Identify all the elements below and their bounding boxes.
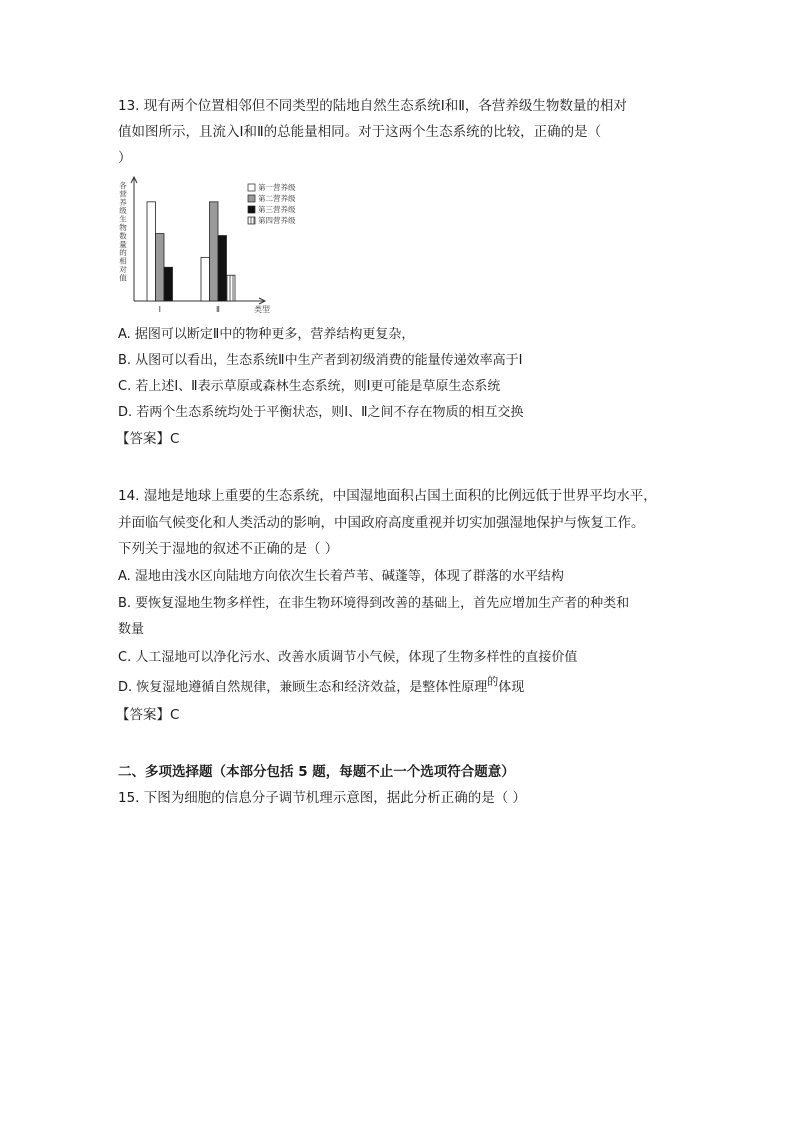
bar-1-series-1 (147, 202, 156, 301)
q13-text-line-1: 13. 现有两个位置相邻但不同类型的陆地自然生态系统Ⅰ和Ⅱ，各营养级生物数量的相对 (118, 98, 627, 114)
q13-answer: 【答案】C (116, 431, 180, 447)
q13-option-b: B. 从图可以看出，生态系统Ⅱ中生产者到初级消费的能量传递效率高于Ⅰ (118, 353, 523, 368)
q14-option-c: C. 人工湿地可以净化污水、改善水质调节小气候，体现了生物多样性的直接价值 (118, 650, 578, 665)
q13-option-d: D. 若两个生态系统均处于平衡状态，则Ⅰ、Ⅱ之间不存在物质的相互交换 (118, 405, 524, 420)
q13-option-c: C. 若上述Ⅰ、Ⅱ表示草原或森林生态系统，则Ⅰ更可能是草原生态系统 (118, 379, 501, 394)
legend-label-2: 第二营养级 (258, 194, 296, 203)
x-axis-label: 类型 (254, 305, 270, 314)
q13-text-line-3: ） (118, 150, 132, 166)
q14-answer: 【答案】C (116, 707, 180, 723)
legend-swatch-4 (248, 217, 255, 224)
legend-label-4: 第四营养级 (258, 216, 296, 225)
y-axis-label: 各营养级生物数量的相对值 (119, 181, 127, 283)
q14-text-line-2: 并面临气候变化和人类活动的影响，中国政府高度重视并切实加强湿地保护与恢复工作。 (118, 515, 645, 531)
bar-1-series-2 (156, 234, 165, 301)
legend-swatch-1 (248, 184, 255, 191)
x-tick-label-1: Ⅰ (158, 305, 161, 314)
q14-text-line-1: 14. 湿地是地球上重要的生态系统，中国湿地面积占国土面积的比例远低于世界平均水平， (118, 488, 657, 504)
q13-text-line-2: 值如图所示，且流入Ⅰ和Ⅱ的总能量相同。对于这两个生态系统的比较，正确的是（ (118, 124, 602, 140)
x-tick-label-2: Ⅱ (216, 305, 220, 314)
legend-swatch-3 (248, 206, 255, 213)
q14-option-d-main: D. 恢复湿地遵循自然规律，兼顾生态和经济效益，是整体性原理 (118, 680, 488, 695)
chart-axes (119, 177, 270, 314)
q14-option-d-sup: 的 (487, 675, 499, 688)
bar-1-series-3 (164, 267, 173, 301)
legend-label-1: 第一营养级 (258, 183, 296, 192)
q14-option-a: A. 湿地由浅水区向陆地方向依次生长着芦苇、碱蓬等，体现了群落的水平结构 (118, 569, 564, 584)
bar-2-series-3 (218, 236, 227, 301)
section-2-heading: 二、多项选择题（本部分包括 5 题，每题不止一个选项符合题意） (118, 764, 515, 780)
q14-option-d (118, 675, 525, 698)
q14-text-line-3: 下列关于湿地的叙述不正确的是（ ） (118, 541, 339, 557)
q13-option-a: A. 据图可以断定Ⅱ中的物种更多，营养结构更复杂， (118, 327, 415, 342)
q13-bar-chart (112, 174, 312, 314)
q15-text-line-1: 15. 下图为细胞的信息分子调节机理示意图，据此分析正确的是（ ） (118, 790, 527, 806)
q14-option-b-line-1: B. 要恢复湿地生物多样性，在非生物环境得到改善的基础上，首先应增加生产者的种类和 (118, 596, 630, 611)
q14-option-b-line-2: 数量 (118, 622, 145, 637)
bar-2-series-4 (227, 275, 236, 301)
q14-option-d-end: 体现 (498, 680, 525, 695)
chart-bars (147, 202, 235, 301)
bar-2-series-1 (201, 257, 210, 301)
legend-swatch-2 (248, 195, 255, 202)
bar-2-series-2 (210, 202, 219, 301)
legend-label-3: 第三营养级 (258, 205, 296, 214)
chart-legend (248, 182, 296, 225)
